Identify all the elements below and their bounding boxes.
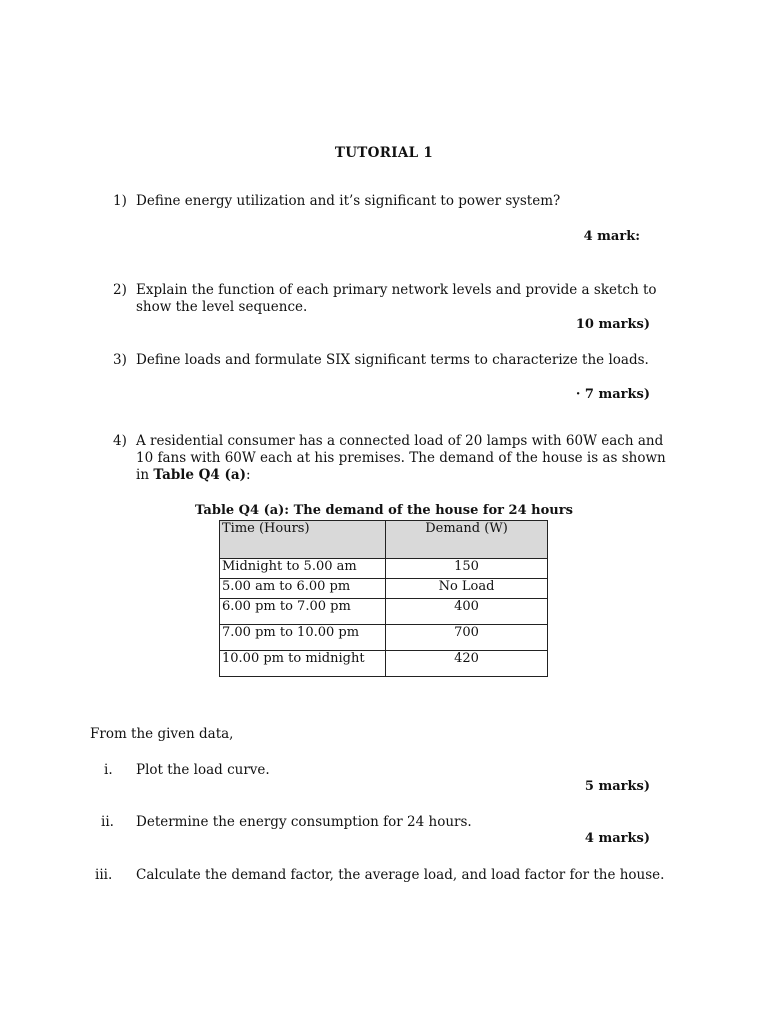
table-cell-demand: 700 — [386, 625, 548, 651]
subpart-1-text: Plot the load curve. — [136, 762, 270, 778]
table-header-time: Time (Hours) — [220, 521, 386, 559]
question-1-number: 1) — [113, 193, 127, 209]
table-cell-time: 5.00 am to 6.00 pm — [220, 579, 386, 599]
table-cell-demand: 400 — [386, 599, 548, 625]
table-cell-time: Midnight to 5.00 am — [220, 559, 386, 579]
question-2-marks: 10 marks) — [575, 317, 650, 332]
table-header-row — [220, 521, 548, 559]
question-1-marks: 4 mark: — [583, 229, 640, 244]
subpart-1-number: i. — [104, 762, 113, 778]
table-header-demand: Demand (W) — [386, 521, 548, 559]
question-3-marks: · 7 marks) — [575, 387, 650, 402]
table-row — [220, 651, 548, 677]
question-4-text-main: A residential consumer has a connected load of 20 lamps with 60W each and 10 fans with 60W each at his premises. The demand of the house is as shown in — [136, 433, 666, 483]
page-title: TUTORIAL 1 — [334, 145, 434, 161]
question-3-number: 3) — [113, 352, 127, 368]
table-cell-time: 10.00 pm to midnight — [220, 651, 386, 677]
table-cell-demand: No Load — [386, 579, 548, 599]
table-cell-time: 7.00 pm to 10.00 pm — [220, 625, 386, 651]
subpart-1-marks: 5 marks) — [584, 779, 650, 794]
table-cell-demand: 420 — [386, 651, 548, 677]
table-cell-demand: 150 — [386, 559, 548, 579]
subpart-2-marks: 4 marks) — [584, 831, 650, 846]
question-4-text — [136, 433, 671, 484]
table-cell-time: 6.00 pm to 7.00 pm — [220, 599, 386, 625]
subpart-3-number: iii. — [95, 867, 113, 883]
table-caption: Table Q4 (a): The demand of the house for 24 hours — [195, 503, 573, 518]
table-row — [220, 625, 548, 651]
question-4-table-ref: Table Q4 (a) — [153, 467, 247, 483]
subpart-2-text: Determine the energy consumption for 24 hours. — [136, 814, 472, 830]
intro-text: From the given data, — [90, 726, 234, 742]
question-3-text: Define loads and formulate SIX significant terms to characterize the loads. — [136, 352, 649, 368]
question-4-text-end: : — [246, 467, 251, 483]
table-row — [220, 599, 548, 625]
question-1-text: Define energy utilization and it’s significant to power system? — [136, 193, 561, 209]
demand-table — [219, 520, 548, 677]
question-2-number: 2) — [113, 282, 127, 298]
subpart-2-number: ii. — [101, 814, 114, 830]
table-row — [220, 579, 548, 599]
question-4-number: 4) — [113, 433, 127, 449]
table-row — [220, 559, 548, 579]
question-2-text: Explain the function of each primary network levels and provide a sketch to show the level sequence. — [136, 282, 657, 315]
subpart-3-text: Calculate the demand factor, the average load, and load factor for the house. — [136, 867, 665, 883]
